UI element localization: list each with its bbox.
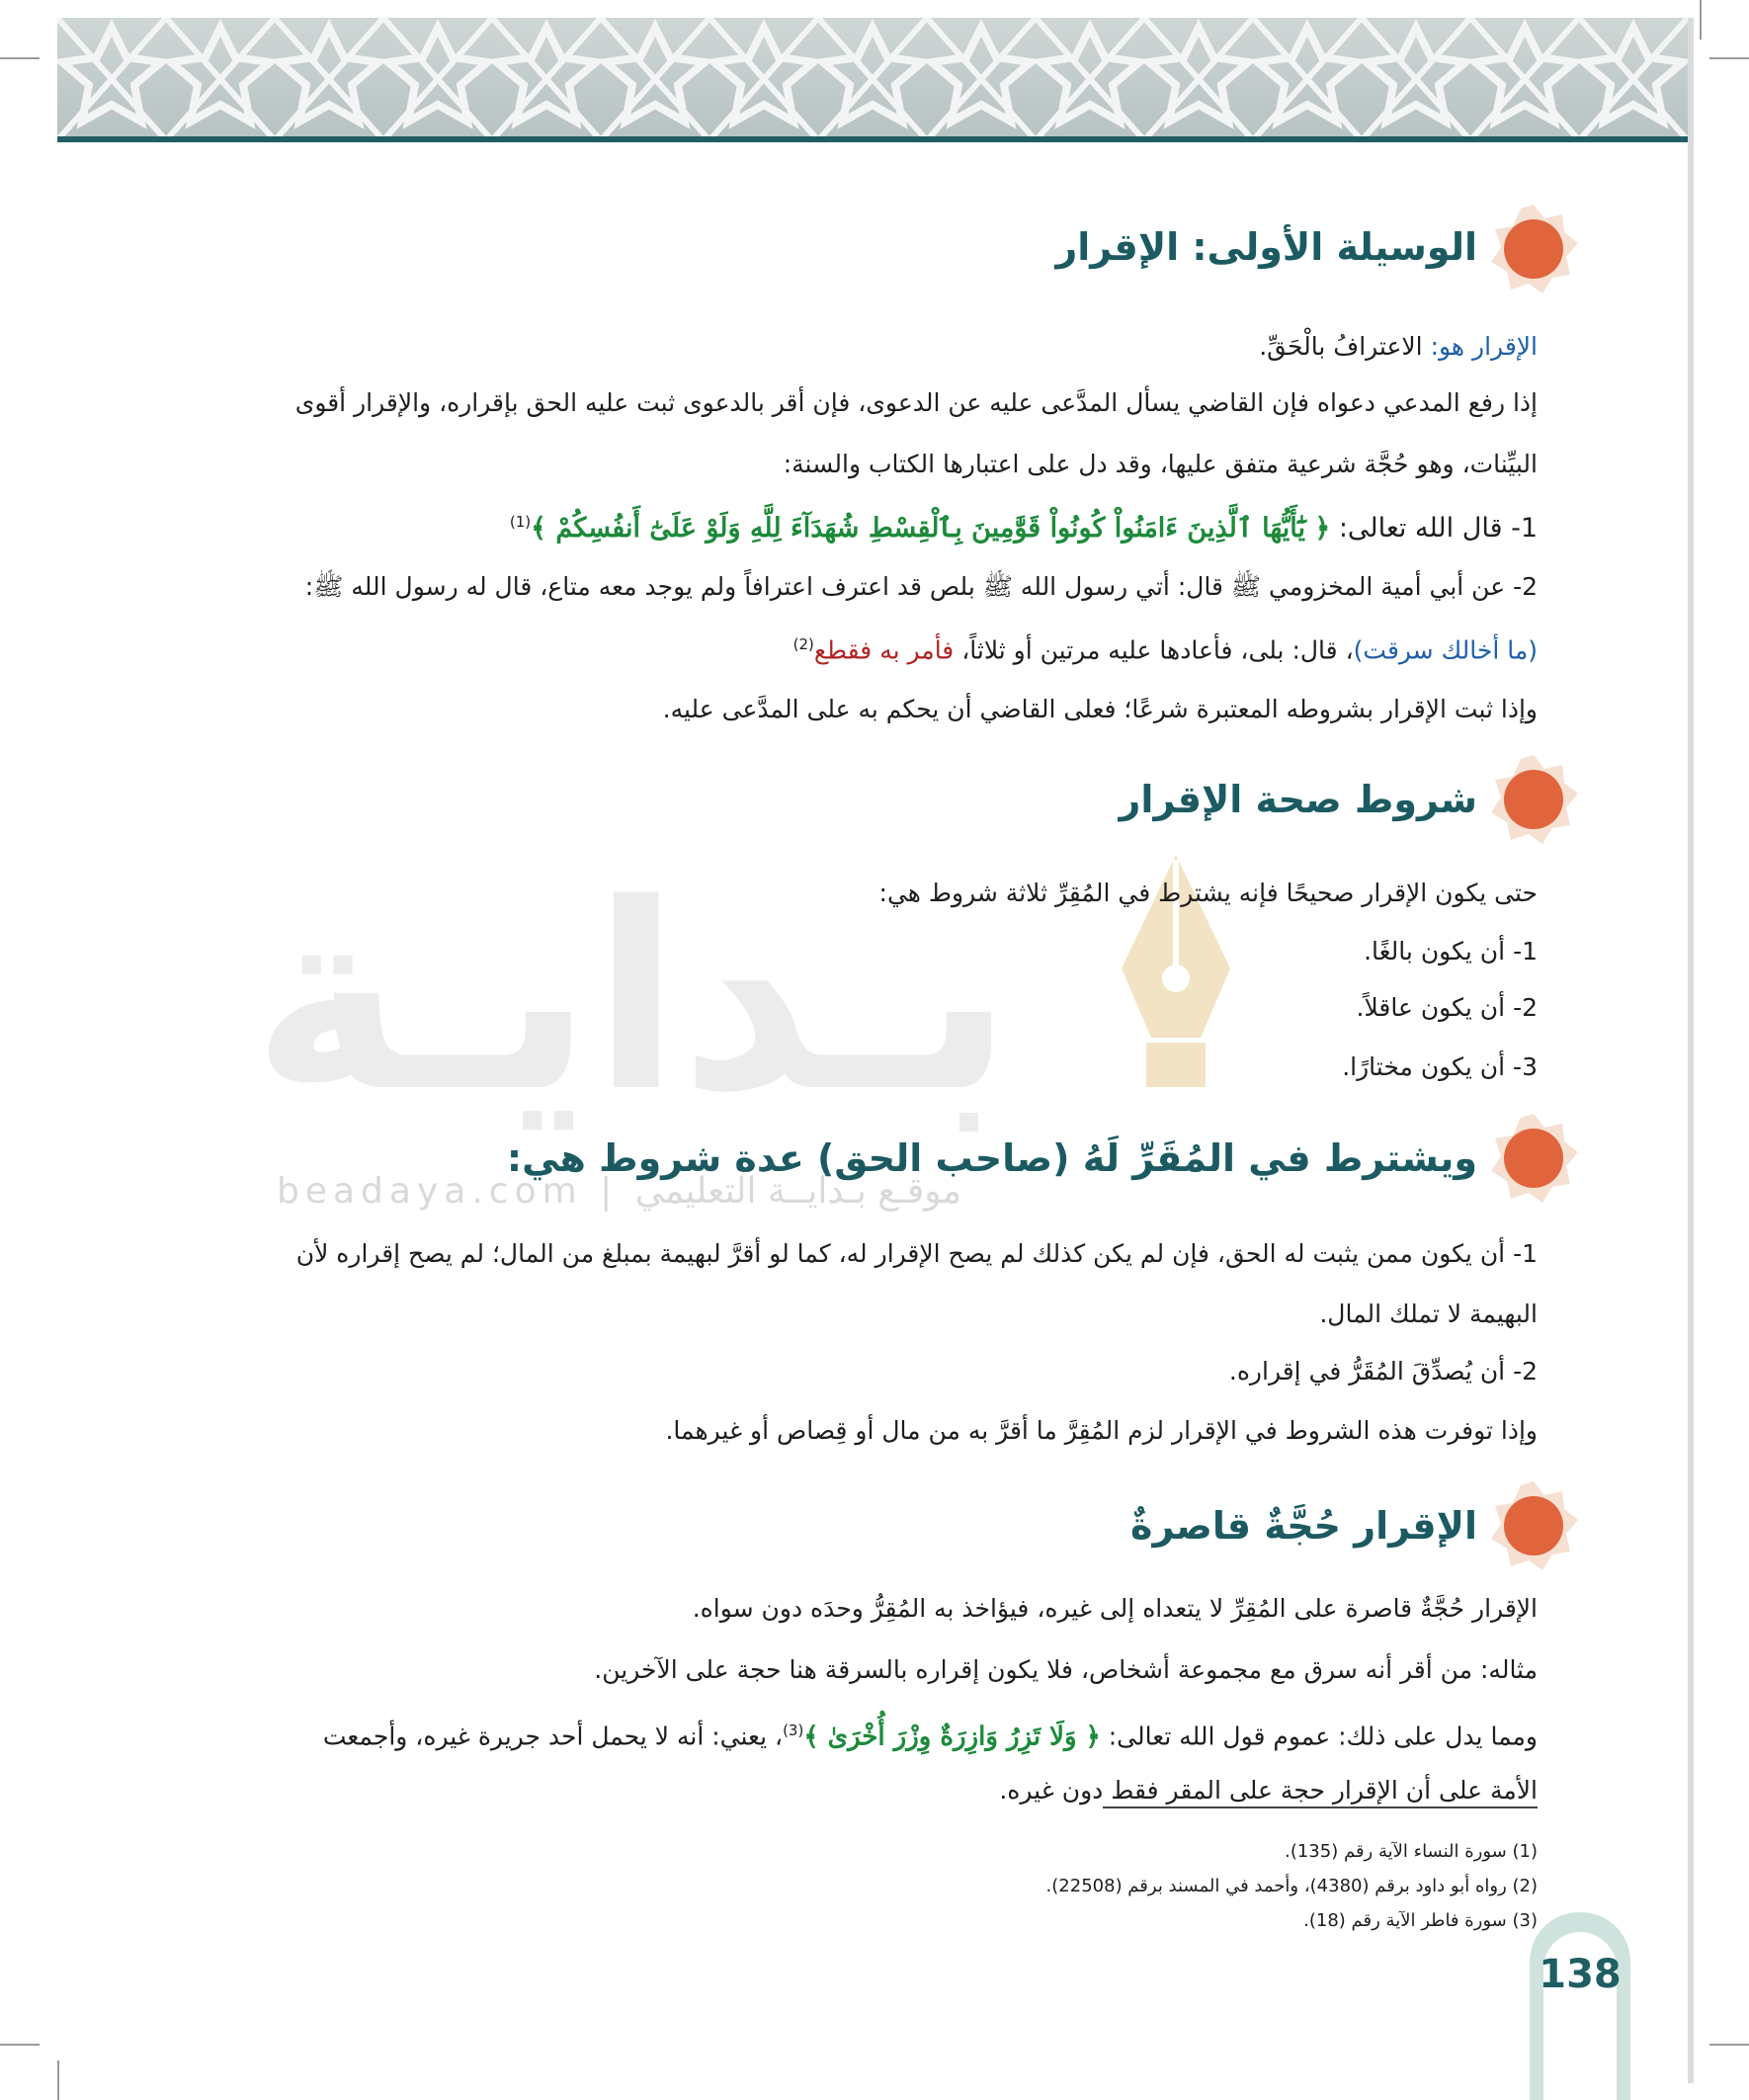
section-title-conditions: شروط صحة الإقرار — [1119, 778, 1477, 821]
intro-line-1: إذا رفع المدعي دعواه فإن القاضي يسأل المدَّعى عليه عن الدعوى، فإن أقر بالدعوى ثبت عليه الحق بإقراره، والإقرار أقوى — [294, 388, 1538, 417]
beneficiary-item-1-line-2: البهيمة لا تملك المال. — [1319, 1300, 1538, 1328]
rosette-icon — [1487, 203, 1580, 295]
conditions-intro: حتى يكون الإقرار صحيحًا فإنه يشترط في المُقِرِّ ثلاثة شروط هي: — [878, 879, 1538, 907]
crop-mark — [1709, 57, 1749, 59]
condition-item: 2- أن يكون عاقلاً. — [1356, 993, 1538, 1022]
beneficiary-item-1-line-1: 1- أن يكون ممن يثبت له الحق، فإن لم يكن كذلك لم يصح الإقرار له، كما لو أقرَّ لبهيمة بمبلغ من المال؛ لم يصح إقراره لأن — [295, 1239, 1538, 1268]
limited-line-3 — [323, 1715, 1538, 1752]
limited-line-2: مثاله: من أقر أنه سرق مع مجموعة أشخاص، فلا يكون إقراره بالسرقة هنا حجة على الآخرين. — [594, 1655, 1538, 1684]
page-number: 138 — [1539, 1952, 1622, 1997]
evidence-1-prefix: 1- قال الله تعالى: — [1330, 513, 1538, 544]
crop-mark — [0, 2044, 40, 2046]
watermark-site: beadaya.com | موقـع بـدايــة التعليمي — [277, 1171, 962, 1212]
header-banner — [57, 18, 1688, 140]
hadith-mid: ، قال: بلى، فأعادها عليه مرتين أو ثلاثاً، — [954, 635, 1354, 665]
side-rule — [1688, 18, 1694, 2083]
section-title-beneficiary: ويشترط في المُقَرِّ لَهُ (صاحب الحق) عدة شروط هي: — [506, 1136, 1477, 1180]
condition-item: 1- أن يكون بالغًا. — [1364, 937, 1538, 966]
intro-line-2: البيِّنات، وهو حُجَّة شرعية متفق عليها، وقد دل على اعتبارها الكتاب والسنة: — [783, 450, 1538, 478]
rosette-icon — [1487, 753, 1580, 846]
limited-line-3-suffix: ، يعني: أنه لا يحمل أحد جريرة غيره، وأجمعت — [322, 1722, 784, 1751]
footnote: (2) رواه أبو داود برقم (4380)، وأحمد في المسند برقم (22508). — [1045, 1876, 1538, 1896]
condition-item: 3- أن يكون مختارًا. — [1342, 1052, 1538, 1081]
crop-mark — [1709, 2044, 1749, 2046]
quran-verse-1: ﴿ يَٰٓأَيُّهَا ٱلَّذِينَ ءَامَنُواْ كُونُواْ قَوَّٰمِينَ بِٱلْقِسْطِ شُهَدَآءَ لِلَّهِ وَلَوْ عَلَىٰٓ أَنفُسِكُمْ ﴾ — [531, 513, 1331, 544]
rosette-icon — [1487, 1479, 1580, 1572]
definition-label: الإقرار هو: — [1430, 332, 1538, 361]
limited-line-1: الإقرار حُجَّةٌ قاصرة على المُقِرِّ لا يتعداه إلى غيره، فيؤاخذ به المُقِرُّ وحدَه دون سواه. — [692, 1594, 1538, 1623]
definition — [1259, 331, 1538, 363]
section-title-first-means: الوسيلة الأولى: الإقرار — [1055, 225, 1477, 269]
quran-verse-2: ﴿ وَلَا تَزِرُ وَازِرَةٌ وِزْرَ أُخْرَىٰ ﴾ — [803, 1722, 1101, 1752]
evidence-conclusion: وإذا ثبت الإقرار بشروطه المعتبرة شرعًا؛ فعلى القاضي أن يحكم به على المدَّعى عليه. — [662, 695, 1538, 723]
crop-mark — [57, 2060, 59, 2100]
footnote-ref-3: (3) — [783, 1722, 804, 1739]
evidence-hadith-line-1: 2- عن أبي أمية المخزومي ﷺ قال: أتي رسول الله ﷺ بلص قد اعترف اعترافاً ولم يوجد معه متاع، قال له رسول الله ﷺ: — [304, 572, 1538, 601]
rosette-icon — [1487, 1112, 1580, 1205]
footnote-divider — [1103, 1806, 1538, 1808]
beneficiary-item-2: 2- أن يُصدِّقَ المُقَرُّ في إقراره. — [1228, 1357, 1538, 1386]
evidence-hadith-line-2 — [793, 629, 1538, 666]
crop-mark — [0, 57, 40, 59]
hadith-order: فأمر به فقطع — [813, 635, 955, 665]
footnote-ref-2: (2) — [792, 635, 814, 653]
beneficiary-conclusion: وإذا توفرت هذه الشروط في الإقرار لزم المُقِرَّ ما أقرَّ به من مال أو قِصاص أو غيرهما. — [665, 1416, 1538, 1445]
watermark-logo: بـدايـة — [252, 850, 1013, 1148]
footnote-ref-1: (1) — [509, 513, 532, 531]
limited-line-4: الأمة على أن الإقرار حجة على المقر فقط دون غيره. — [999, 1776, 1538, 1805]
crop-mark — [1700, 0, 1702, 40]
definition-text: الاعترافُ بالْحَقِّ. — [1259, 332, 1423, 361]
footnote: (1) سورة النساء الآية رقم (135). — [1285, 1841, 1538, 1862]
hadith-quote: (ما أخالك سرقت) — [1353, 635, 1538, 665]
limited-line-3-prefix: ومما يدل على ذلك: عموم قول الله تعالى: — [1100, 1722, 1538, 1751]
footnote: (3) سورة فاطر الآية رقم (18). — [1303, 1910, 1538, 1931]
section-title-limited-proof: الإقرار حُجَّةٌ قاصرةٌ — [1130, 1504, 1477, 1548]
banner-rule — [57, 136, 1688, 142]
evidence-quran — [510, 506, 1538, 545]
